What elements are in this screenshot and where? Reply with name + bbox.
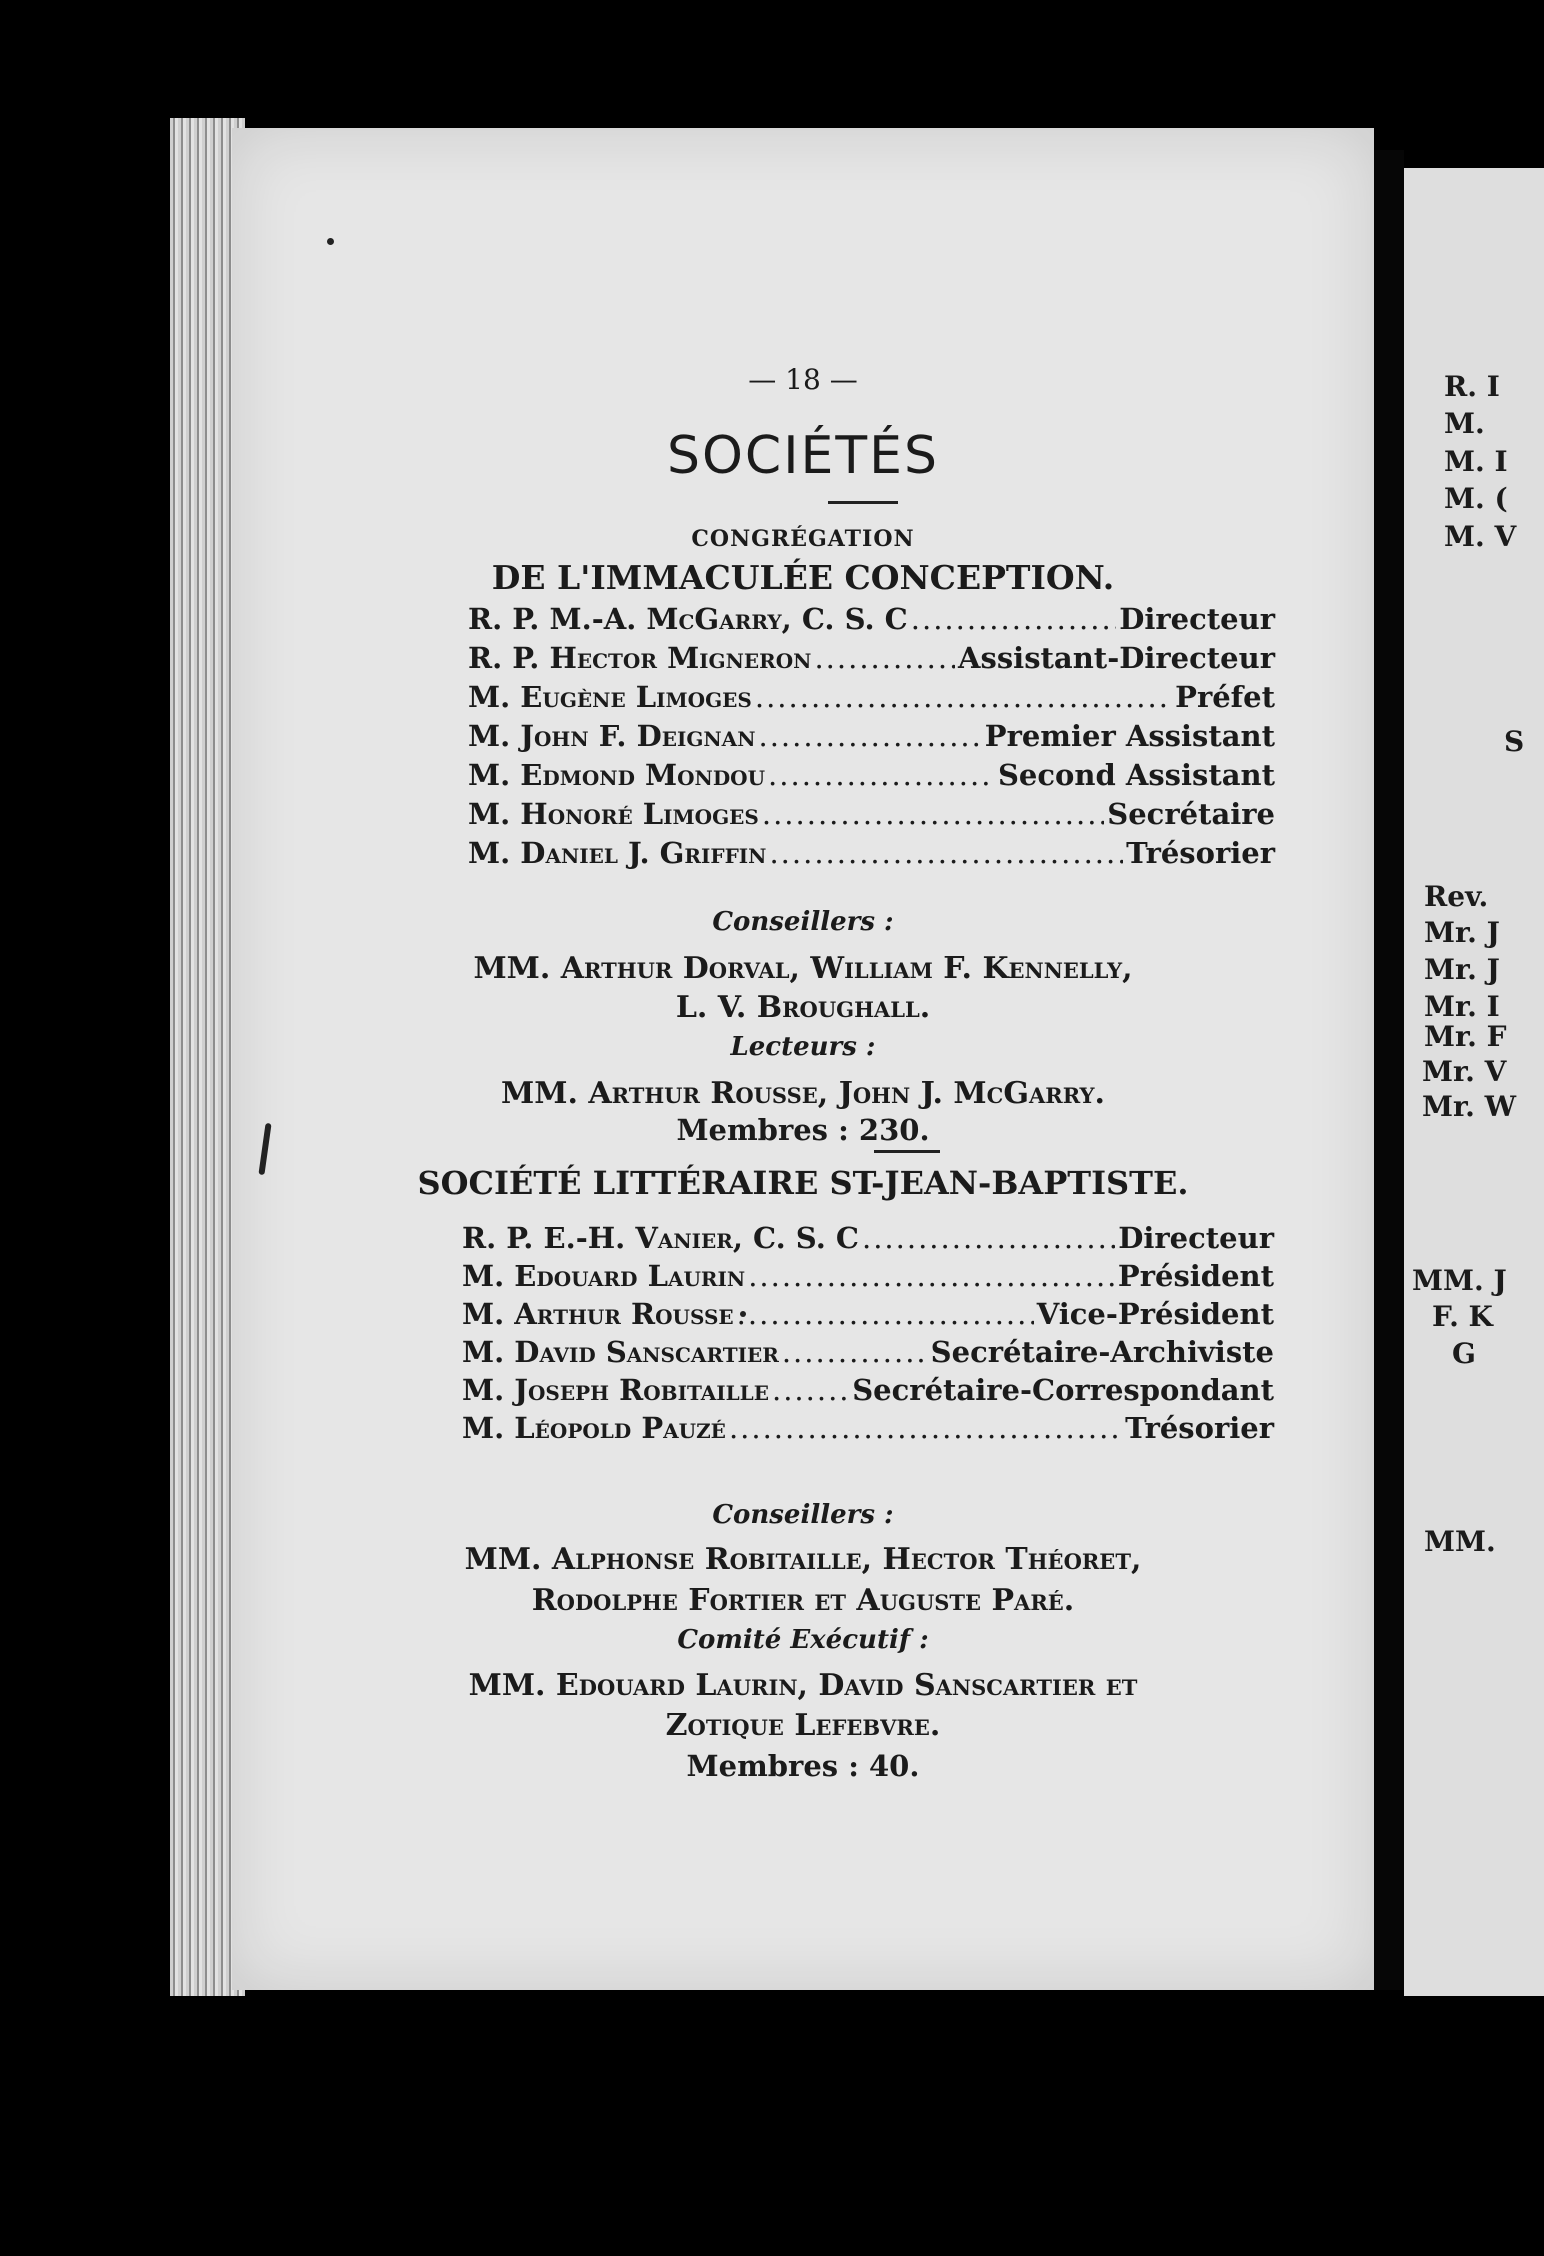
- officer-row: [468, 836, 1275, 870]
- dot-leader: [768, 758, 995, 792]
- officer-row: [468, 758, 1275, 792]
- section2-comite-line2: Zotique Lefebvre.: [665, 1708, 941, 1743]
- ink-speck: [740, 1311, 746, 1317]
- officer-role: Second Assistant: [997, 758, 1275, 792]
- officer-role: Préfet: [1175, 680, 1275, 714]
- officer-role: Premier Assistant: [984, 719, 1275, 753]
- section1-heading: DE L'IMMACULÉE CONCEPTION.: [491, 558, 1115, 597]
- dot-leader: [782, 1335, 928, 1369]
- section1-overline: CONGRÉGATION: [691, 526, 915, 552]
- officer-role: Trésorier: [1126, 836, 1275, 870]
- right-page-line: F. K: [1432, 1300, 1493, 1333]
- officer-name: M. Joseph Robitaille: [462, 1373, 769, 1407]
- right-page-line: Mr. J: [1424, 916, 1500, 949]
- officer-name: M. Daniel J. Griffin: [468, 836, 767, 870]
- section2-heading: SOCIÉTÉ LITTÉRAIRE ST-JEAN-BAPTISTE.: [417, 1164, 1189, 1202]
- right-page-line: M.: [1444, 407, 1485, 440]
- officer-role: Président: [1117, 1259, 1274, 1293]
- officer-name: M. Eugène Limoges: [468, 680, 752, 714]
- officer-name: M. Arthur Rousse: [462, 1297, 734, 1331]
- dot-leader: [769, 836, 1123, 870]
- officer-row: [462, 1221, 1274, 1255]
- right-page-line: M. V: [1444, 520, 1517, 553]
- section2-conseillers-label: Conseillers :: [712, 1500, 894, 1530]
- dot-leader: [814, 641, 955, 675]
- section2-comite-label: Comité Exécutif :: [677, 1625, 929, 1655]
- officer-role: Trésorier: [1125, 1411, 1274, 1445]
- right-page-line: Mr. W: [1422, 1090, 1517, 1123]
- officer-row: [462, 1259, 1274, 1293]
- officer-name: M. Edouard Laurin: [462, 1259, 746, 1293]
- officer-row: [468, 797, 1275, 831]
- left-page: [232, 128, 1374, 1990]
- officer-role: Directeur: [1119, 602, 1275, 636]
- officer-role: Secrétaire: [1107, 797, 1275, 831]
- right-page-line: R. I: [1444, 370, 1500, 403]
- officer-row: [462, 1335, 1274, 1369]
- page-title: SOCIÉTÉS: [666, 426, 940, 486]
- section-divider: [874, 1150, 940, 1153]
- title-rule: [828, 501, 898, 504]
- officer-name: M. David Sanscartier: [462, 1335, 779, 1369]
- dot-leader: [762, 797, 1104, 831]
- officer-role: Directeur: [1118, 1221, 1274, 1255]
- officer-name: M. Honoré Limoges: [468, 797, 759, 831]
- officer-name: R. P. M.-A. McGarry, C. S. C: [468, 602, 908, 636]
- dot-leader: [737, 1297, 1034, 1331]
- right-page-line: MM. J: [1412, 1264, 1507, 1297]
- officer-row: [468, 680, 1275, 714]
- right-page-line: S: [1504, 725, 1525, 758]
- section1-conseillers-line2: L. V. Broughall.: [675, 990, 931, 1025]
- section1-lecteurs-line: MM. Arthur Rousse, John J. McGarry.: [501, 1076, 1105, 1111]
- officer-row: [468, 602, 1275, 636]
- officer-name: M. Edmond Mondou: [468, 758, 766, 792]
- right-page-line: M. (: [1444, 482, 1508, 515]
- section2-conseillers-line2: Rodolphe Fortier et Auguste Paré.: [531, 1583, 1075, 1618]
- book-gutter: [1374, 150, 1404, 1990]
- right-page-line: Mr. V: [1422, 1055, 1507, 1088]
- officer-row: [468, 641, 1275, 675]
- right-page-line: MM.: [1424, 1525, 1496, 1558]
- dot-leader: [748, 1259, 1115, 1293]
- dot-leader: [755, 680, 1172, 714]
- page-number: — 18 —: [748, 363, 858, 396]
- right-page-line: G: [1452, 1337, 1476, 1370]
- officer-row: [462, 1373, 1274, 1407]
- dot-leader: [862, 1221, 1115, 1255]
- officer-role: Secrétaire-Archiviste: [930, 1335, 1274, 1369]
- right-page-fragment: [1404, 168, 1544, 1996]
- officer-name: M. John F. Deignan: [468, 719, 756, 753]
- officer-row: [462, 1411, 1274, 1445]
- officer-role: Vice-Président: [1036, 1297, 1274, 1331]
- section1-conseillers-line1: MM. Arthur Dorval, William F. Kennelly,: [473, 951, 1133, 986]
- officer-name: M. Léopold Pauzé: [462, 1411, 726, 1445]
- officer-role: Assistant-Directeur: [958, 641, 1275, 675]
- dot-leader: [729, 1411, 1122, 1445]
- section2-comite-line1: MM. Edouard Laurin, David Sanscartier et: [468, 1668, 1138, 1703]
- dot-leader: [758, 719, 981, 753]
- right-page-line: Mr. F: [1424, 1020, 1507, 1053]
- section2-membres: Membres : 40.: [686, 1749, 920, 1783]
- officer-row: [468, 719, 1275, 753]
- right-page-line: Mr. I: [1424, 990, 1500, 1023]
- dot-leader: [911, 602, 1116, 636]
- ink-speck: [327, 238, 334, 245]
- section1-lecteurs-label: Lecteurs :: [730, 1032, 876, 1062]
- officer-row: [462, 1297, 1274, 1331]
- officer-name: R. P. E.-H. Vanier, C. S. C: [462, 1221, 859, 1255]
- dot-leader: [772, 1373, 849, 1407]
- right-page-line: M. I: [1444, 445, 1508, 478]
- right-page-line: Rev.: [1424, 880, 1489, 913]
- officer-role: Secrétaire-Correspondant: [852, 1373, 1274, 1407]
- officer-name: R. P. Hector Migneron: [468, 641, 812, 675]
- right-page-line: Mr. J: [1424, 953, 1500, 986]
- section1-membres: Membres : 230.: [676, 1113, 930, 1147]
- section1-conseillers-label: Conseillers :: [712, 907, 894, 937]
- section2-conseillers-line1: MM. Alphonse Robitaille, Hector Théoret,: [464, 1542, 1142, 1577]
